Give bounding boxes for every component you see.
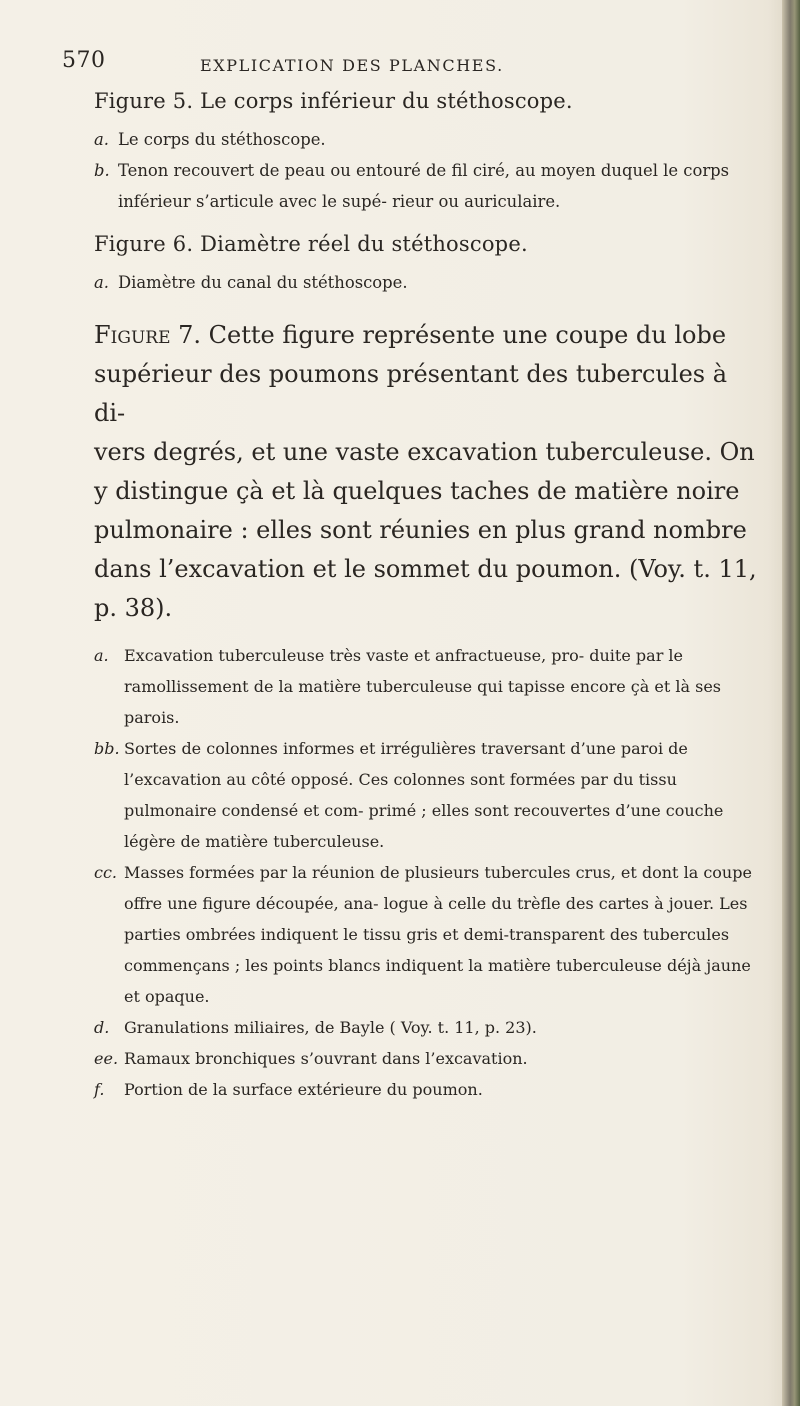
figure-5-label: Figure 5.	[94, 89, 194, 113]
figure-6-heading	[94, 229, 762, 259]
page-edge	[782, 0, 800, 1406]
figure-7-line-3: vers degrés, et une vaste excavation tuberculeuse. On	[94, 438, 755, 466]
item-tag: bb.	[94, 739, 120, 758]
figure-7-item-d	[94, 1012, 762, 1043]
figure-6-label: Figure 6.	[94, 232, 194, 256]
figure-7-line-text: Cette figure représente une coupe du lobe	[208, 321, 727, 349]
page-number: 570	[62, 48, 106, 73]
item-text: Portion de la surface extérieure du poumon.	[124, 1080, 483, 1099]
figure-7-line-5: pulmonaire : elles sont réunies en plus grand nombre	[94, 516, 747, 544]
figure-7-line-7: p. 38).	[94, 594, 173, 622]
item-text: Masses formées par la réunion de plusieurs tubercules crus, et dont la coupe offre une figure découpée, ana- logue à celle du trèfle des cartes à jouer. Les parties ombrées indiquent le tissu gris et demi-transparent des tubercules commençans ; les points blancs indiquent la matière tuberculeuse déjà jaune et opaque.	[124, 863, 752, 1006]
figure-7-item-ee	[94, 1043, 762, 1074]
item-tag: a.	[94, 273, 109, 292]
figure-7-line-1	[94, 316, 762, 355]
figure-7-line-6: dans l’excavation et le sommet du poumon. (Voy. t. 11,	[94, 555, 757, 583]
item-tag: cc.	[94, 863, 118, 882]
item-text: Ramaux bronchiques s’ouvrant dans l’excavation.	[124, 1049, 528, 1068]
item-text: Diamètre du canal du stéthoscope.	[118, 273, 408, 292]
item-tag: d.	[94, 1018, 110, 1037]
page-header	[62, 48, 742, 88]
item-text: Excavation tuberculeuse très vaste et anfractueuse, pro- duite par le ramollissement de la matière tuberculeuse qui tapisse encore çà et là ses parois.	[124, 646, 722, 727]
item-tag: ee.	[94, 1049, 119, 1068]
figure-7-line-2: supérieur des poumons présentant des tubercules à di-	[94, 360, 728, 427]
figure-5-item-b	[94, 155, 762, 217]
item-tag: a.	[94, 130, 109, 149]
figure-7-item-bb	[94, 733, 762, 857]
item-text: Tenon recouvert de peau ou entouré de fil ciré, au moyen duquel le corps inférieur s’articule avec le supé- rieur ou auriculaire.	[118, 161, 730, 211]
page-content	[94, 86, 762, 1105]
figure-7-label: Figure 7.	[94, 321, 202, 349]
figure-7-item-f	[94, 1074, 762, 1105]
item-tag: b.	[94, 161, 110, 180]
item-tag: a.	[94, 646, 109, 665]
figure-6-item-a	[94, 267, 762, 298]
figure-7-item-cc	[94, 857, 762, 1012]
item-text: Granulations miliaires, de Bayle ( Voy. t. 11, p. 23).	[124, 1018, 537, 1037]
figure-5-heading	[94, 86, 762, 116]
figure-7-intro	[94, 316, 762, 628]
figure-5-title: Le corps inférieur du stéthoscope.	[200, 89, 573, 113]
figure-7-item-a	[94, 640, 762, 733]
running-head: EXPLICATION DES PLANCHES.	[200, 56, 504, 75]
item-text: Le corps du stéthoscope.	[118, 130, 326, 149]
item-text: Sortes de colonnes informes et irrégulières traversant d’une paroi de l’excavation au côté opposé. Ces colonnes sont formées par du tissu pulmonaire condensé et com- primé ; elles sont recouvertes d’une couche légère de matière tuberculeuse.	[124, 739, 724, 851]
figure-6-title: Diamètre réel du stéthoscope.	[200, 232, 528, 256]
item-tag: f.	[94, 1080, 105, 1099]
figure-5-item-a	[94, 124, 762, 155]
figure-7-line-4: y distingue çà et là quelques taches de matière noire	[94, 477, 740, 505]
